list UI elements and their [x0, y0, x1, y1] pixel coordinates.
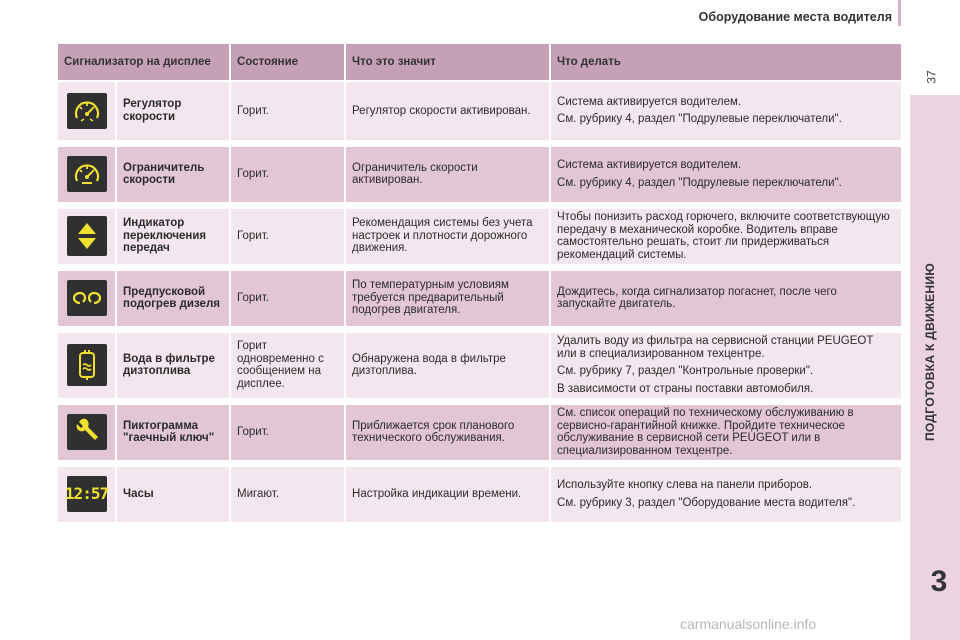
speed-regulator-icon — [67, 93, 107, 129]
table-row — [58, 401, 902, 463]
indicator-meaning: Рекомендация системы без учета настроек и плотности дорожного движения. — [345, 205, 550, 267]
table-row — [58, 267, 902, 329]
indicator-name: Пиктограмма "гаечный ключ" — [116, 401, 230, 463]
speed-limiter-icon — [67, 156, 107, 192]
column-header-action: Что делать — [550, 44, 902, 81]
indicator-meaning: Регулятор скорости активирован. — [345, 81, 550, 143]
action-line: См. рубрику 3, раздел "Оборудование места водителя". — [557, 496, 856, 509]
indicator-meaning: По температурным условиям требуется предварительный подогрев двигателя. — [345, 267, 550, 329]
action-line: Дождитесь, когда сигнализатор погаснет, после чего запускайте двигатель. — [557, 285, 837, 310]
indicator-icon-cell — [58, 401, 116, 463]
indicator-state: Горит. — [230, 81, 345, 143]
water-in-fuel-icon — [67, 344, 107, 386]
table-row — [58, 463, 902, 525]
indicator-state: Горит одновременно с сообщением на дисплее. — [230, 329, 345, 401]
indicator-name: Ограничитель скорости — [116, 143, 230, 205]
indicator-action — [550, 401, 902, 463]
indicator-action — [550, 143, 902, 205]
page-number: 37 — [924, 70, 939, 84]
table-row — [58, 329, 902, 401]
indicator-state: Мигают. — [230, 463, 345, 525]
indicator-icon-cell — [58, 205, 116, 267]
action-line: В зависимости от страны поставки автомобиля. — [557, 382, 814, 395]
indicator-name: Регулятор скорости — [116, 81, 230, 143]
action-line: Чтобы понизить расход горючего, включите соответствующую передачу в механической коробке. Водитель вправе самостоятельно решать, стоит ли придерживаться рекомендаций системы. — [557, 211, 890, 261]
action-line: Система активируется водителем. — [557, 95, 742, 108]
indicator-state: Горит. — [230, 205, 345, 267]
indicator-icon-cell — [58, 329, 116, 401]
action-line: Используйте кнопку слева на панели приборов. — [557, 479, 813, 491]
action-line: См. рубрику 4, раздел "Подрулевые переключатели". — [557, 176, 842, 189]
gear-shift-indicator-icon — [67, 216, 107, 256]
table-row — [58, 143, 902, 205]
watermark: carmanualsonline.info — [680, 616, 817, 632]
indicator-table — [58, 44, 903, 529]
chapter-side-label: ПОДГОТОВКА К ДВИЖЕНИЮ — [923, 263, 937, 441]
action-line: См. рубрику 4, раздел "Подрулевые переключатели". — [557, 113, 842, 126]
table-row — [58, 205, 902, 267]
clock-display-icon — [64, 476, 109, 512]
action-line: См. рубрику 7, раздел "Контрольные проверки". — [557, 365, 814, 377]
indicator-state: Горит. — [230, 143, 345, 205]
clock-display-digits: 12:57 — [64, 483, 109, 503]
indicator-action — [550, 463, 902, 525]
indicator-name: Индикатор переключения передач — [116, 205, 230, 267]
indicator-meaning: Ограничитель скорости активирован. — [345, 143, 550, 205]
table-row — [58, 81, 902, 143]
indicator-icon-cell — [58, 267, 116, 329]
action-line: Удалить воду из фильтра на сервисной станции PEUGEOT или в специализированном техцентре. — [557, 335, 874, 360]
diesel-preheat-icon — [67, 280, 107, 316]
table-header-row — [58, 44, 902, 81]
column-header-indicator: Сигнализатор на дисплее — [58, 44, 230, 81]
indicator-action — [550, 267, 902, 329]
indicator-state: Горит. — [230, 401, 345, 463]
indicator-meaning: Настройка индикации времени. — [345, 463, 550, 525]
indicator-name: Вода в фильтре дизтоплива — [116, 329, 230, 401]
action-line: См. список операций по техническому обслуживанию в сервисно-гарантийной книжке. Пройдите техническое обслуживание в сервисной сети PEUGEOT или в специализированном техцентре. — [557, 407, 854, 457]
indicator-icon-cell — [58, 463, 116, 525]
action-line: Система активируется водителем. — [557, 159, 742, 171]
indicator-action — [550, 205, 902, 267]
page-header-title: Оборудование места водителя — [698, 10, 892, 24]
indicator-icon-cell — [58, 81, 116, 143]
indicator-name: Предпусковой подогрев дизеля — [116, 267, 230, 329]
indicator-meaning: Приближается срок планового технического обслуживания. — [345, 401, 550, 463]
indicator-meaning: Обнаружена вода в фильтре дизтоплива. — [345, 329, 550, 401]
indicator-name: Часы — [116, 463, 230, 525]
indicator-icon-cell — [58, 143, 116, 205]
wrench-icon — [67, 414, 107, 450]
indicator-action — [550, 329, 902, 401]
indicator-state: Горит. — [230, 267, 345, 329]
indicator-action — [550, 81, 902, 143]
chapter-number: 3 — [930, 565, 948, 598]
header-accent-bar — [898, 0, 901, 26]
column-header-meaning: Что это значит — [345, 44, 550, 81]
column-header-state: Состояние — [230, 44, 345, 81]
